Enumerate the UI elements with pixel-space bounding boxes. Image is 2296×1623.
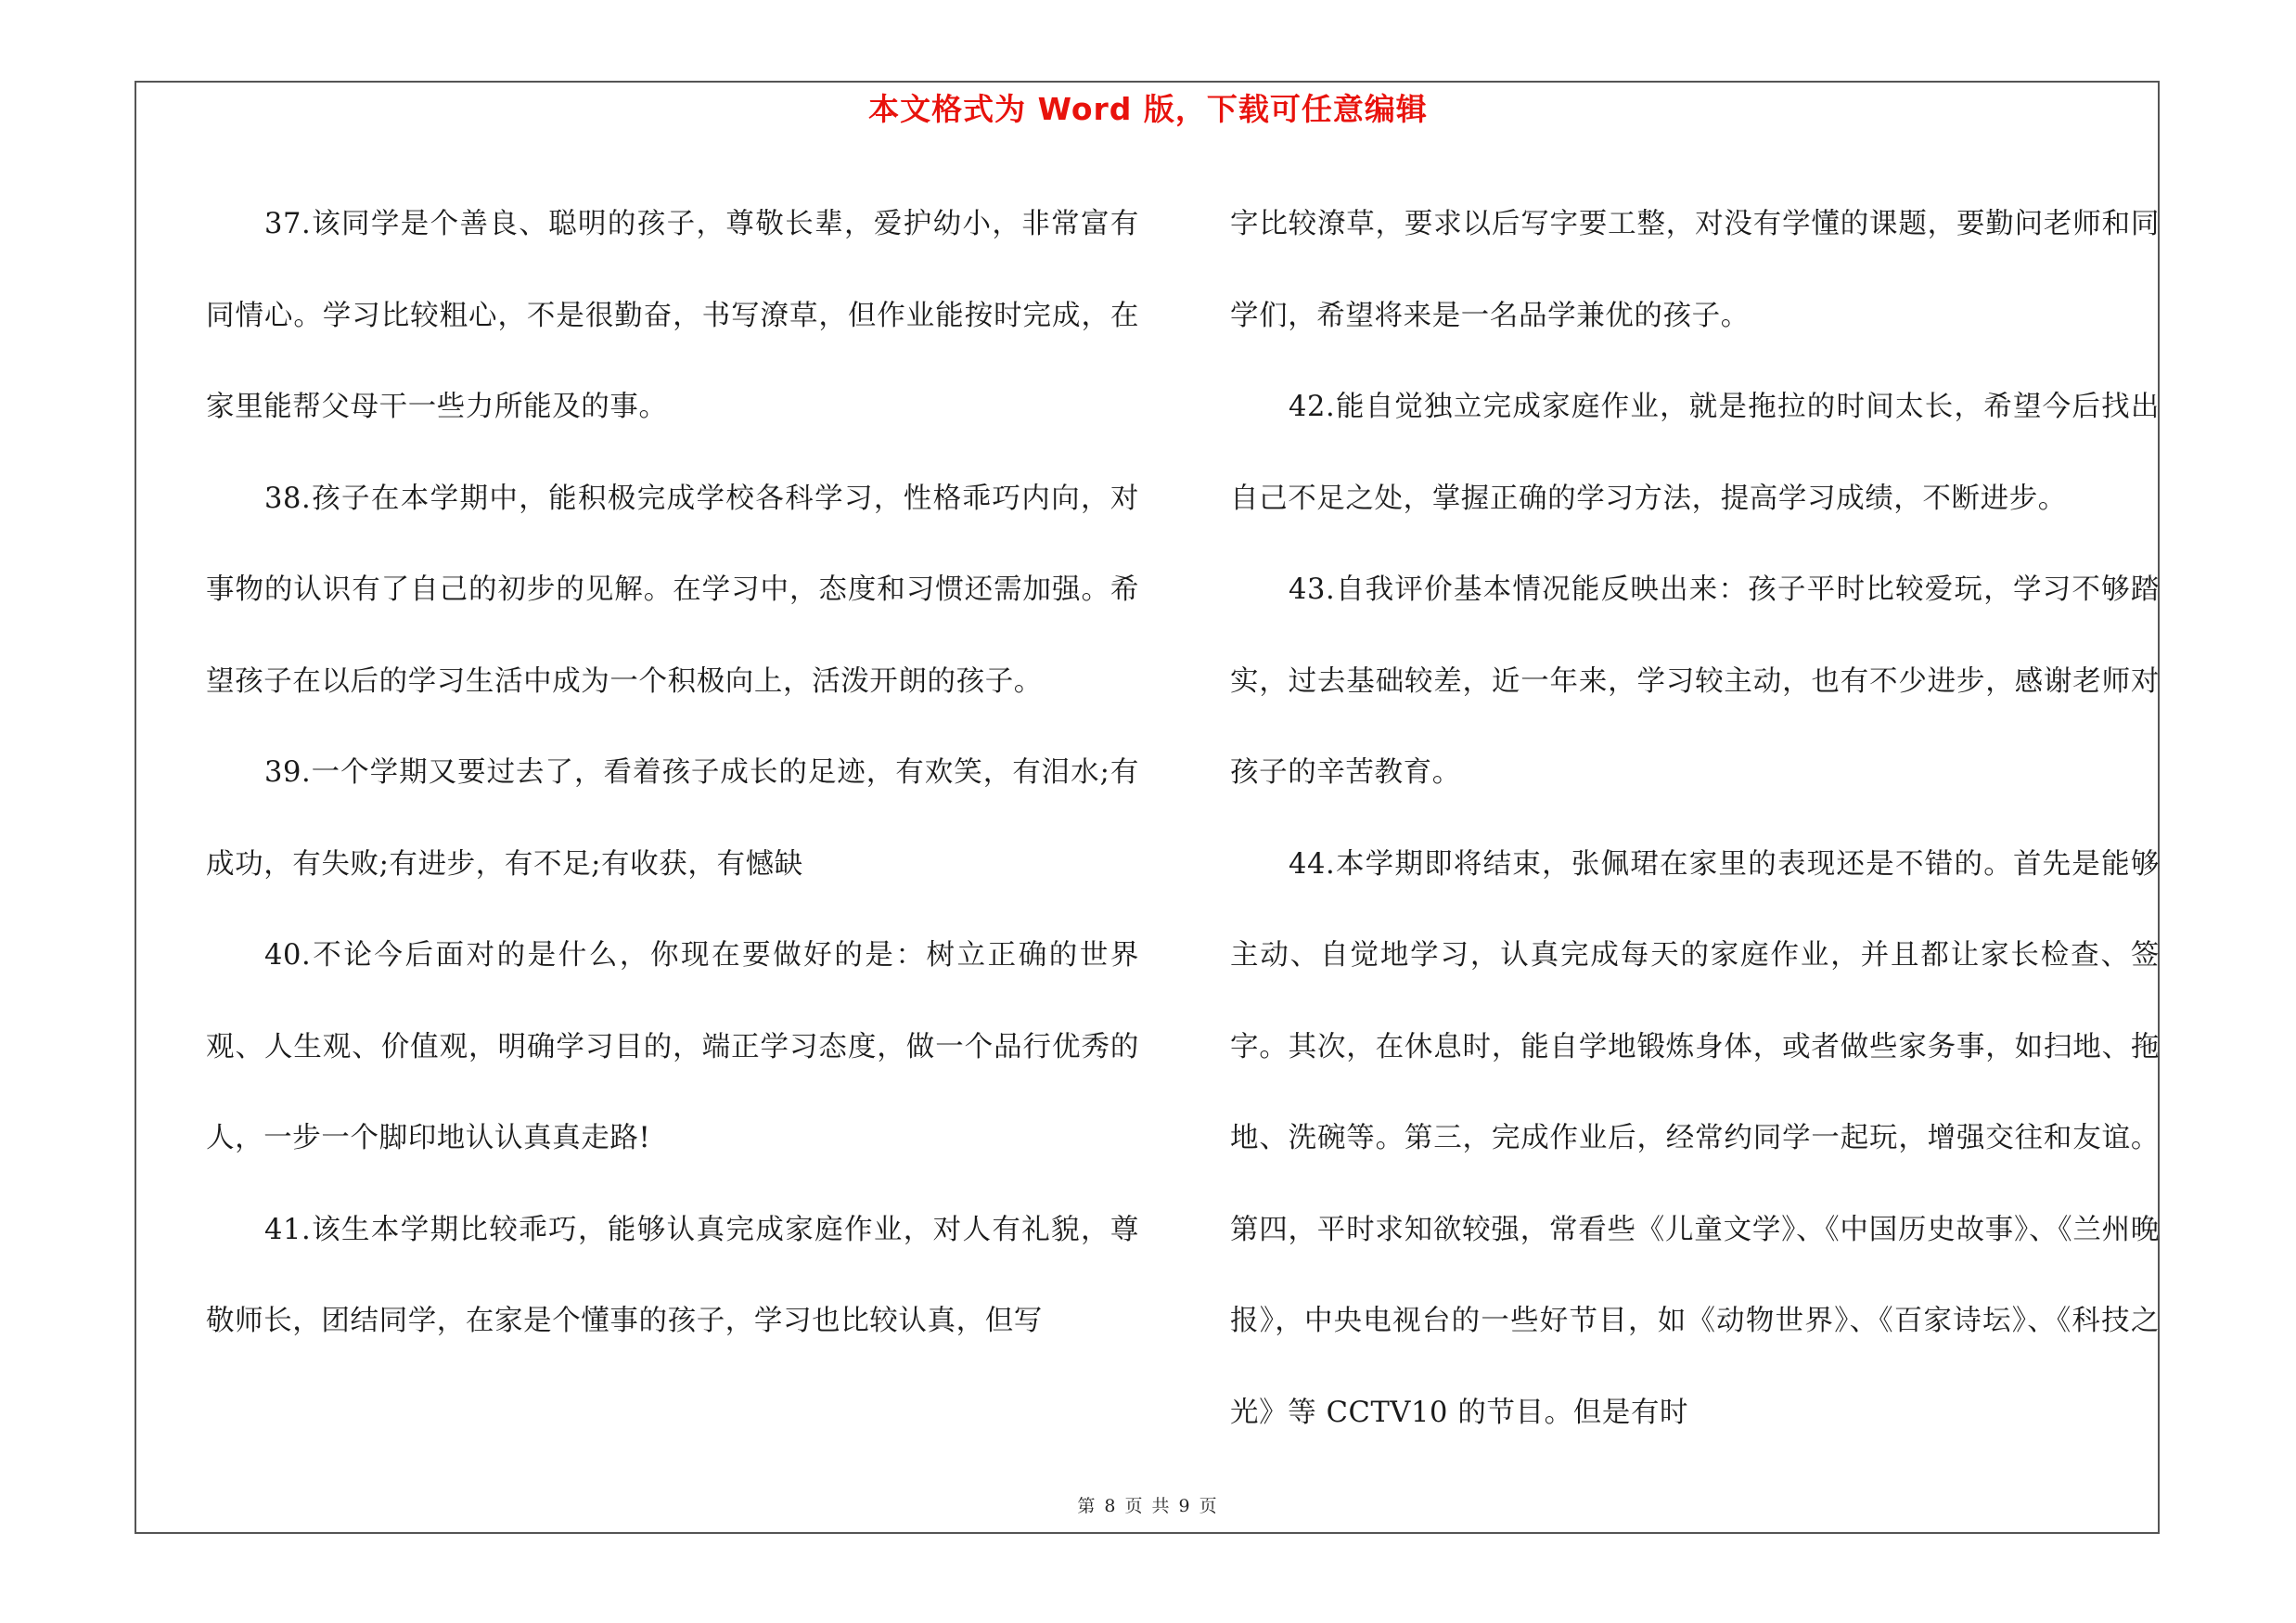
paragraph-43: 43.自我评价基本情况能反映出来：孩子平时比较爱玩，学习不够踏实，过去基础较差，近一年来，学习较主动，也有不少进步，感谢老师对孩子的辛苦教育。 [1230, 573, 2160, 789]
paragraph-44: 44.本学期即将结束，张佩珺在家里的表现还是不错的。首先是能够主动、自觉地学习，认真完成每天的家庭作业，并且都让家长检查、签字。其次，在休息时，能自学地锻炼身体，或者做些家务事，如扫地、拖地、洗碗等。第三，完成作业后，经常约同学一起玩，增强交往和友谊。第四，平时求知欲较强，常看些《儿童文学》、《中国历史故事》、《兰州晚报》，中央电视台的一些好节目，如《动物世界》、《百家诗坛》、《科技之光》等 CCTV10 的节目。但是有时 [1230, 847, 2160, 1429]
paragraph-37: 37.该同学是个善良、聪明的孩子，尊敬长辈，爱护幼小，非常富有同情心。学习比较粗心，不是很勤奋，书写潦草，但作业能按时完成，在家里能帮父母干一些力所能及的事。 [206, 208, 1139, 423]
paragraph-39: 39.一个学期又要过去了，看着孩子成长的足迹，有欢笑，有泪水;有成功，有失败;有进步，有不足;有收获，有憾缺 [206, 756, 1139, 881]
paragraph-40: 40.不论今后面对的是什么，你现在要做好的是：树立正确的世界观、人生观、价值观，明确学习目的，端正学习态度，做一个品行优秀的人，一步一个脚印地认认真真走路! [206, 939, 1139, 1154]
left-column [206, 179, 1139, 1368]
page-indicator: 第 8 页 共 9 页 [1077, 1496, 1219, 1516]
paragraph-42: 42.能自觉独立完成家庭作业，就是拖拉的时间太长，希望今后找出自己不足之处，掌握正确的学习方法，提高学习成绩，不断进步。 [1230, 391, 2160, 515]
header-banner-text: 本文格式为 Word 版，下载可任意编辑 [868, 91, 1428, 127]
paragraph-41-start: 41.该生本学期比较乖巧，能够认真完成家庭作业，对人有礼貌，尊敬师长，团结同学，在家是个懂事的孩子，学习也比较认真，但写 [206, 1213, 1139, 1337]
paragraph-41-continuation: 字比较潦草，要求以后写字要工整，对没有学懂的课题，要勤问老师和同学们，希望将来是一名品学兼优的孩子。 [1230, 208, 2160, 332]
paragraph-38: 38.孩子在本学期中，能积极完成学校各科学习，性格乖巧内向，对事物的认识有了自己的初步的见解。在学习中，态度和习惯还需加强。希望孩子在以后的学习生活中成为一个积极向上，活泼开朗的孩子。 [206, 482, 1139, 698]
right-column [1230, 179, 2160, 1459]
